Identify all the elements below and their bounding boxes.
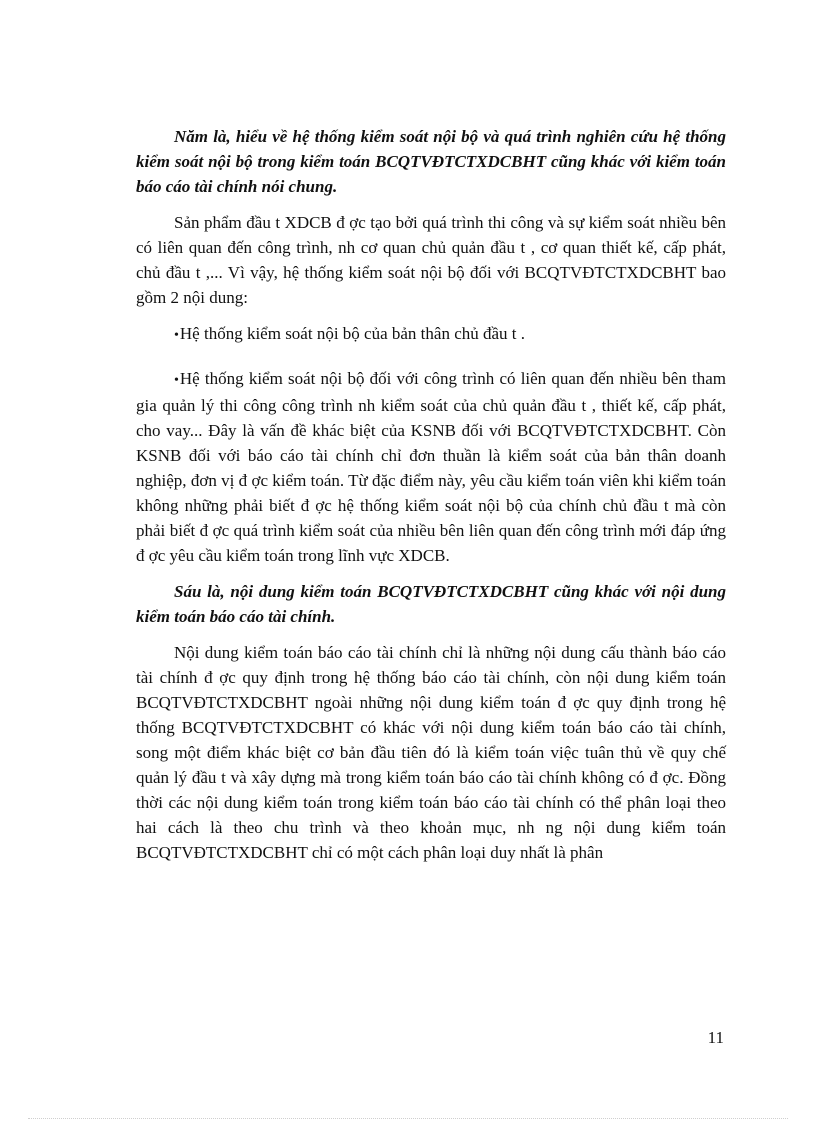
bullet-text: Hệ thống kiểm soát nội bộ đối với công trình có liên quan đến nhiều bên tham gia quản lý thi công công trình nh kiểm soát của chủ quản đầu t , thiết kế, cấp phát, cho vay... Đây là vấn đề khác biệt của KSNB đối với BCQTVĐTCTXDCBHT. Còn KSNB đối với báo cáo tài chính chỉ đơn thuần là kiểm soát của bản thân doanh nghiệp, đơn vị đ ợc kiểm toán. Từ đặc điểm này, yêu cầu kiểm toán viên khi kiểm toán không những phải biết đ ợc hệ thống kiểm soát nội bộ của chính chủ đầu t mà còn phải biết đ ợc quá trình kiểm soát của nhiều bên liên quan đến công trình mới đáp ứng đ ợc yêu cầu kiểm toán trong lĩnh vực XDCB. [136,369,726,565]
bullet-item [136,321,726,348]
bullet-icon: • [174,373,179,388]
body-paragraph: Sản phẩm đầu t XDCB đ ợc tạo bởi quá trình thi công và sự kiểm soát nhiều bên có liên quan đến công trình, nh cơ quan chủ quản đầu t , cơ quan thiết kế, cấp phát, chủ đầu t ,... Vì vậy, hệ thống kiểm soát nội bộ đối với BCQTVĐTCTXDCBHT bao gồm 2 nội dung: [136,213,726,307]
section-heading-sau-la: Sáu là, nội dung kiểm toán BCQTVĐTCTXDCBHT cũng khác với nội dung kiểm toán báo cáo tài chính. [136,582,726,626]
body-paragraph: Nội dung kiểm toán báo cáo tài chính chỉ là những nội dung cấu thành báo cáo tài chính đ ợc quy định trong hệ thống báo cáo tài chính, còn nội dung kiểm toán BCQTVĐTCTXDCBHT ngoài những nội dung kiểm toán đ ợc quy định trong hệ thống BCQTVĐTCTXDCBHT có khác với nội dung kiểm toán báo cáo tài chính, song một điểm khác biệt cơ bản đầu tiên đó là kiểm toán việc tuân thủ về quy chế quản lý đầu t và xây dựng mà trong kiểm toán báo cáo tài chính không có đ ợc. Đồng thời các nội dung kiểm toán trong kiểm toán báo cáo tài chính có thể phân loại theo hai cách là theo chu trình và theo khoản mục, nh ng nội dung kiểm toán BCQTVĐTCTXDCBHT chỉ có một cách phân loại duy nhất là phân [136,643,726,862]
section-heading-nam-la: Năm là, hiểu về hệ thống kiểm soát nội bộ và quá trình nghiên cứu hệ thống kiểm soát nội bộ trong kiểm toán BCQTVĐTCTXDCBHT cũng khác với kiểm toán báo cáo tài chính nói chung. [136,127,726,196]
bullet-item [136,366,726,568]
bottom-divider [28,1118,788,1119]
bullet-text: Hệ thống kiểm soát nội bộ của bản thân chủ đầu t . [179,324,526,343]
page-number: 11 [707,1028,724,1047]
bullet-icon: • [174,328,179,343]
page-body [136,124,726,876]
